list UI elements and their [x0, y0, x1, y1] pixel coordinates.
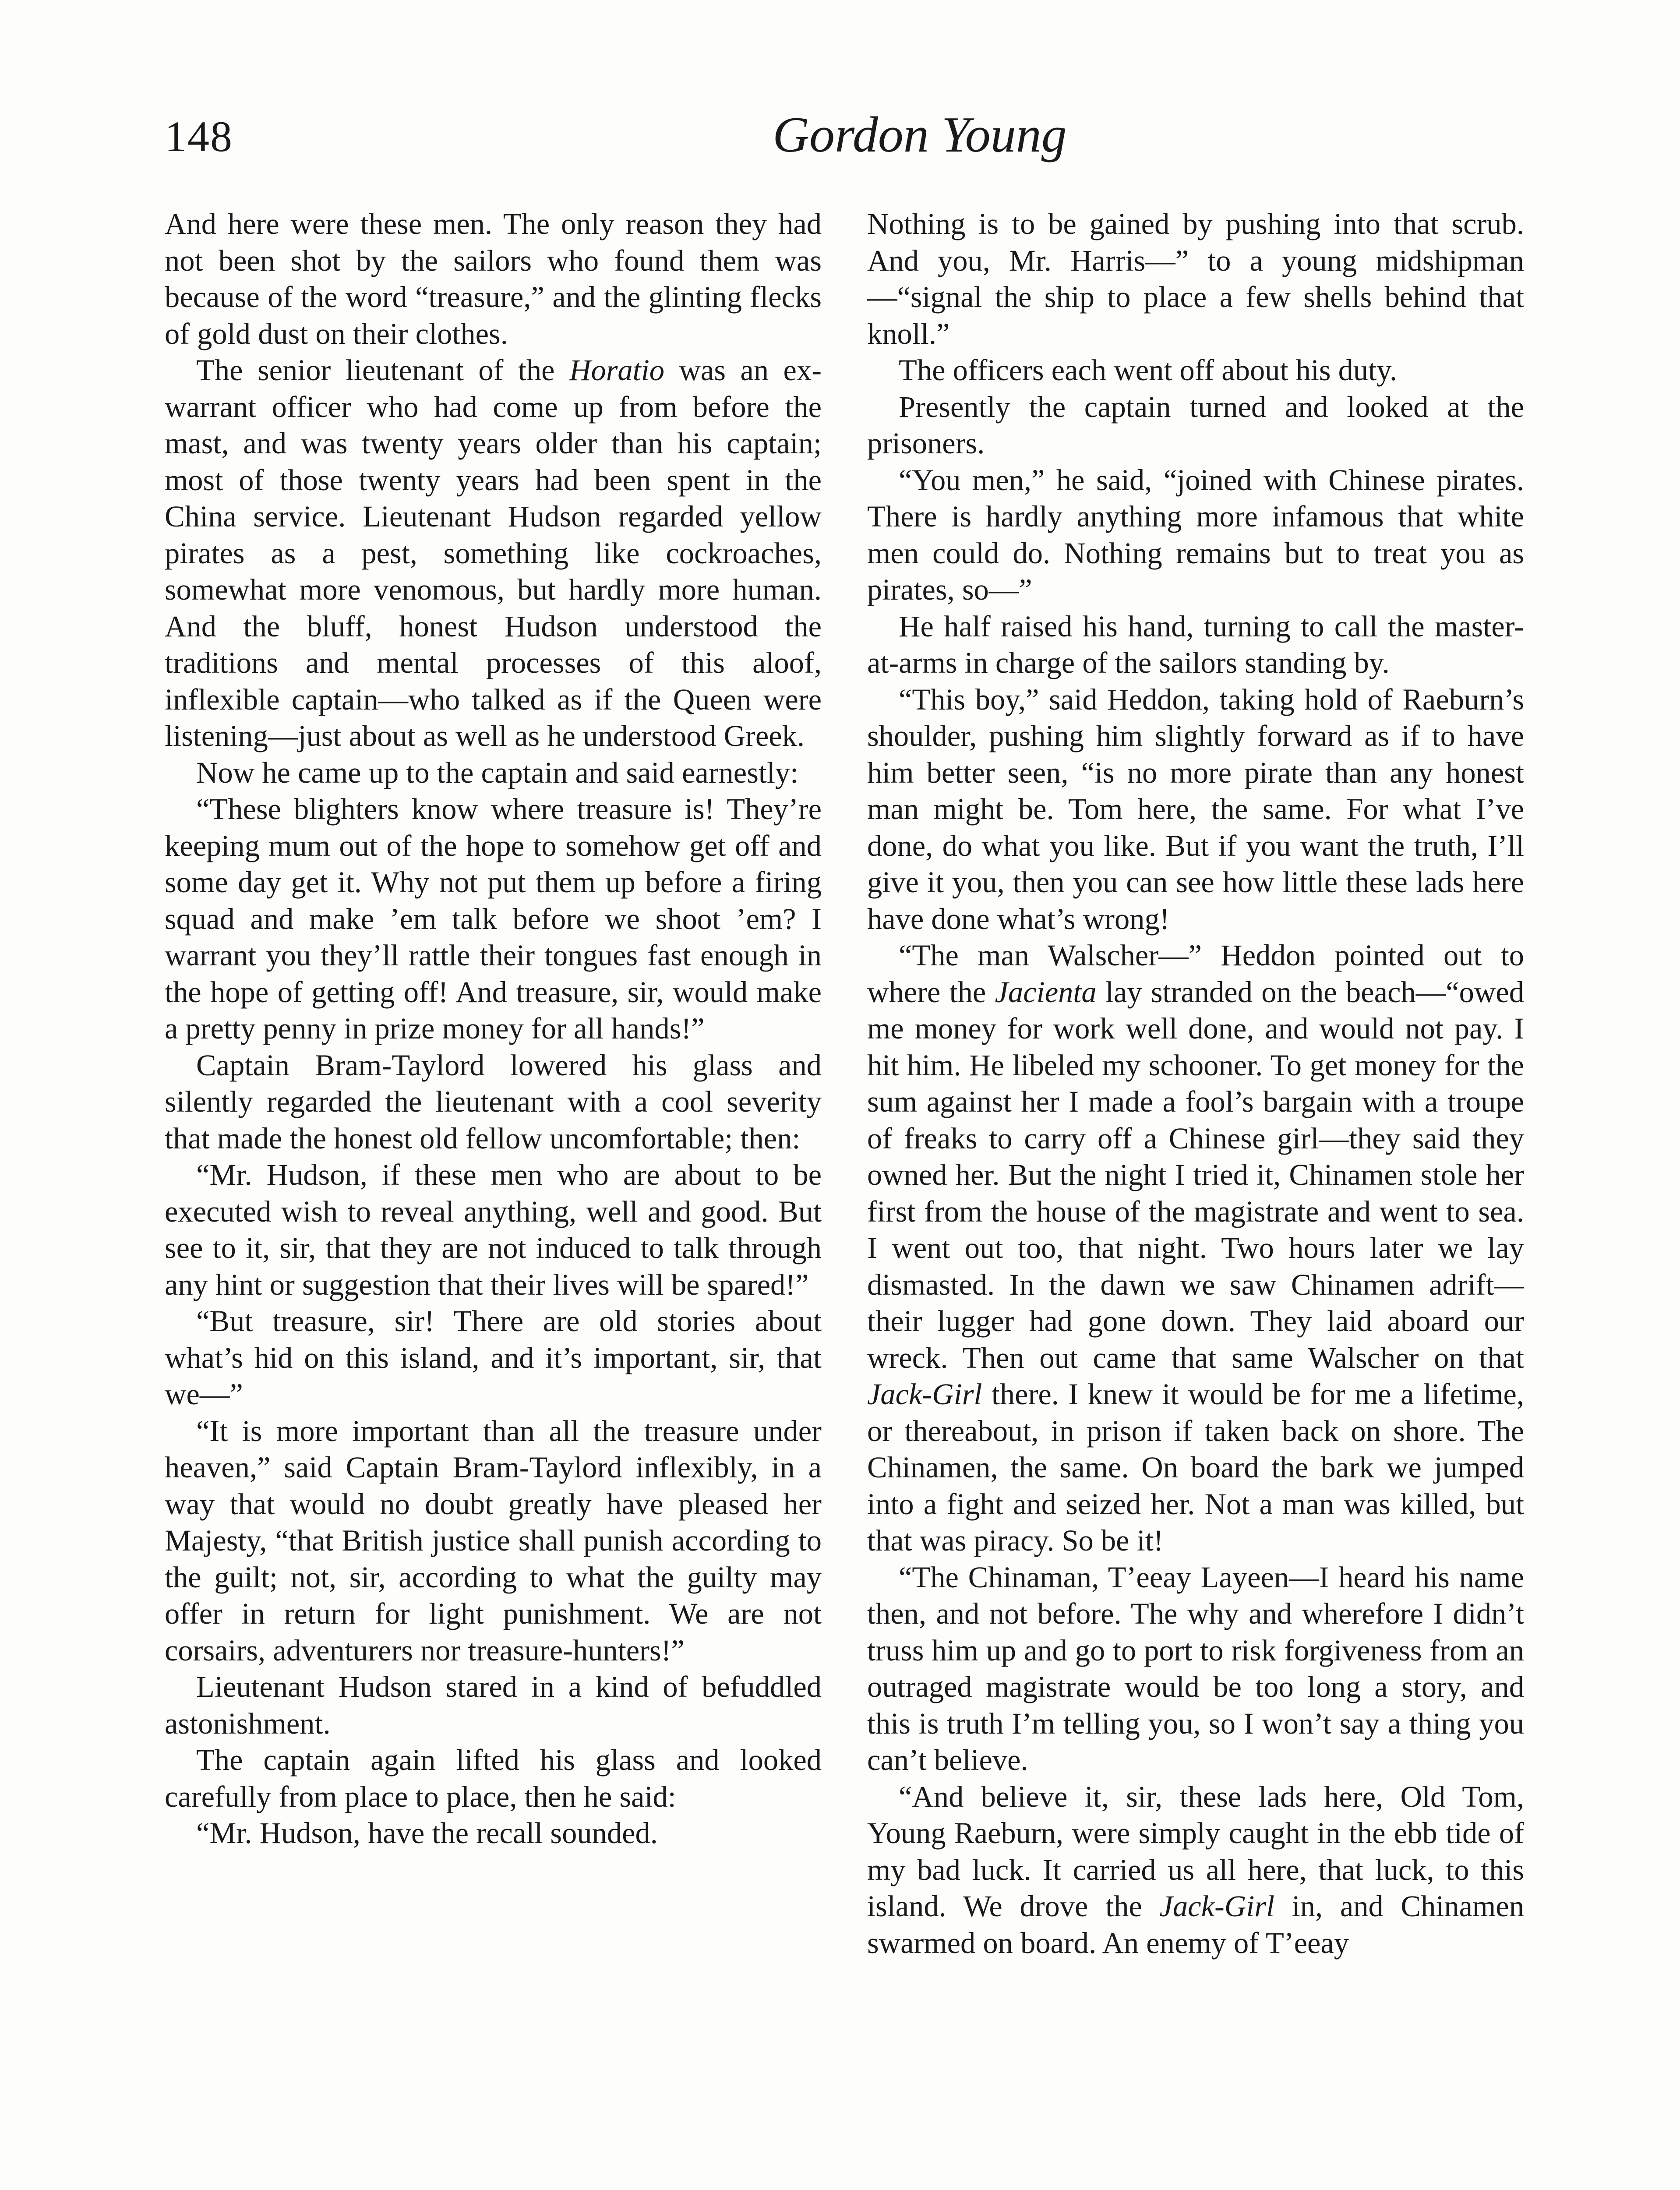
paragraph: “It is more important than all the treasure under heaven,” said Captain Bram-Taylord inflexibly, in a way that would no doubt greatly have pleased her Majesty, “that British justice shall punish according to the guilt; not, sir, according to what the guilty may offer in return for light punishment. We are not corsairs, adventurers nor treasure-hunters!” — [165, 1414, 822, 1667]
italic-name: Jack-Girl — [867, 1378, 982, 1411]
paragraph: Lieutenant Hudson stared in a kind of befuddled astonishment. — [165, 1670, 822, 1740]
paragraph: “You men,” he said, “joined with Chinese pirates. There is hardly anything more infamous that white men could do. Nothing remains but to treat you as pirates, so—” — [867, 463, 1524, 606]
paragraph: “The Chinaman, T’eeay Layeen—I heard his name then, and not before. The why and wherefore I didn’t truss him up and go to port to risk forgiveness from an outraged magistrate would be too long a story, and this is truth I’m telling you, so I won’t say a thing you can’t believe. — [867, 1560, 1524, 1777]
paragraph: He half raised his hand, turning to call the master-at-arms in charge of the sailors standing by. — [867, 609, 1524, 679]
paragraph: “The man Walscher—” Heddon pointed out to where the Jacienta lay stranded on the beach—“owed me money for work well done, and would not pay. I hit him. He libeled my schooner. To get money for the sum against her I made a fool’s bargain with a troupe of freaks to carry off a Chinese girl—they said they owned her. But the night I tried it, Chinamen stole her first from the house of the magistrate and went to sea. I went out too, that night. Two hours later we lay dismasted. In the dawn we saw Chinamen adrift—their lugger had gone down. They laid aboard our wreck. Then out came that same Walscher on that Jack-Girl there. I knew it would be for me a lifetime, or thereabout, in prison if taken back on shore. The Chinamen, the same. On board the bark we jumped into a fight and seized her. Not a man was killed, but that was piracy. So be it! — [867, 939, 1524, 1557]
left-text-column — [165, 206, 822, 2190]
paragraph: Now he came up to the captain and said earnestly: — [196, 756, 799, 789]
paragraph: Nothing is to be gained by pushing into that scrub. And you, Mr. Harris—” to a young midshipman—“signal the ship to place a few shells behind that knoll.” — [867, 207, 1524, 350]
paragraph: “But treasure, sir! There are old stories about what’s hid on this island, and it’s important, sir, that we—” — [165, 1304, 822, 1411]
paragraph: “And believe it, sir, these lads here, Old Tom, Young Raeburn, were simply caught in the ebb tide of my bad luck. It carried us all here, that luck, to this island. We drove the Jack-Girl in, and Chinamen swarmed on board. An enemy of T’eeay — [867, 1780, 1524, 1960]
paragraph: Presently the captain turned and looked at the prisoners. — [867, 390, 1524, 460]
paragraph: The senior lieutenant of the Horatio was an ex-warrant officer who had come up from before the mast, and was twenty years older than his captain; most of those twenty years had been spent in the China service. Lieutenant Hudson regarded yellow pirates as a pest, something like cockroaches, somewhat more venomous, but hardly more human. And the bluff, honest Hudson understood the traditions and mental processes of this aloof, inflexible captain—who talked as if the Queen were listening—just about as well as he understood Greek. — [165, 353, 822, 752]
paragraph: Captain Bram-Taylord lowered his glass and silently regarded the lieutenant with a cool severity that made the honest old fellow uncomfortable; then: — [165, 1048, 822, 1155]
paragraph: “Mr. Hudson, have the recall sounded. — [196, 1816, 658, 1850]
right-text-column — [867, 206, 1524, 2190]
paragraph: “Mr. Hudson, if these men who are about to be executed wish to reveal anything, well and good. But see to it, sir, that they are not induced to talk through any hint or suggestion that their lives will be spared!” — [165, 1158, 822, 1301]
italic-name: Horatio — [569, 353, 664, 387]
page-number: 148 — [165, 112, 233, 161]
paragraph: “These blighters know where treasure is! They’re keeping mum out of the hope to somehow get off and some day get it. Why not put them up before a firing squad and make ’em talk before we shoot ’em? I warrant you they’ll rattle their tongues fast enough in the hope of getting off! And treasure, sir, would make a pretty penny in prize money for all hands!” — [165, 792, 822, 1045]
paragraph: The captain again lifted his glass and looked carefully from place to place, then he said: — [165, 1743, 822, 1813]
paragraph: And here were these men. The only reason they had not been shot by the sailors who found them was because of the word “treasure,” and the glinting flecks of gold dust on their clothes. — [165, 207, 822, 350]
italic-name: Jack-Girl — [1159, 1890, 1275, 1923]
paragraph: “This boy,” said Heddon, taking hold of Raeburn’s shoulder, pushing him slightly forward as if to have him better seen, “is no more pirate than any honest man might be. Tom here, the same. For what I’ve done, do what you like. But if you want the truth, I’ll give it you, then you can see how little these lads here have done what’s wrong! — [867, 682, 1524, 936]
paragraph: The officers each went off about his duty. — [899, 353, 1398, 387]
running-head-author: Gordon Young — [773, 107, 1067, 163]
italic-name: Jacienta — [995, 975, 1097, 1009]
